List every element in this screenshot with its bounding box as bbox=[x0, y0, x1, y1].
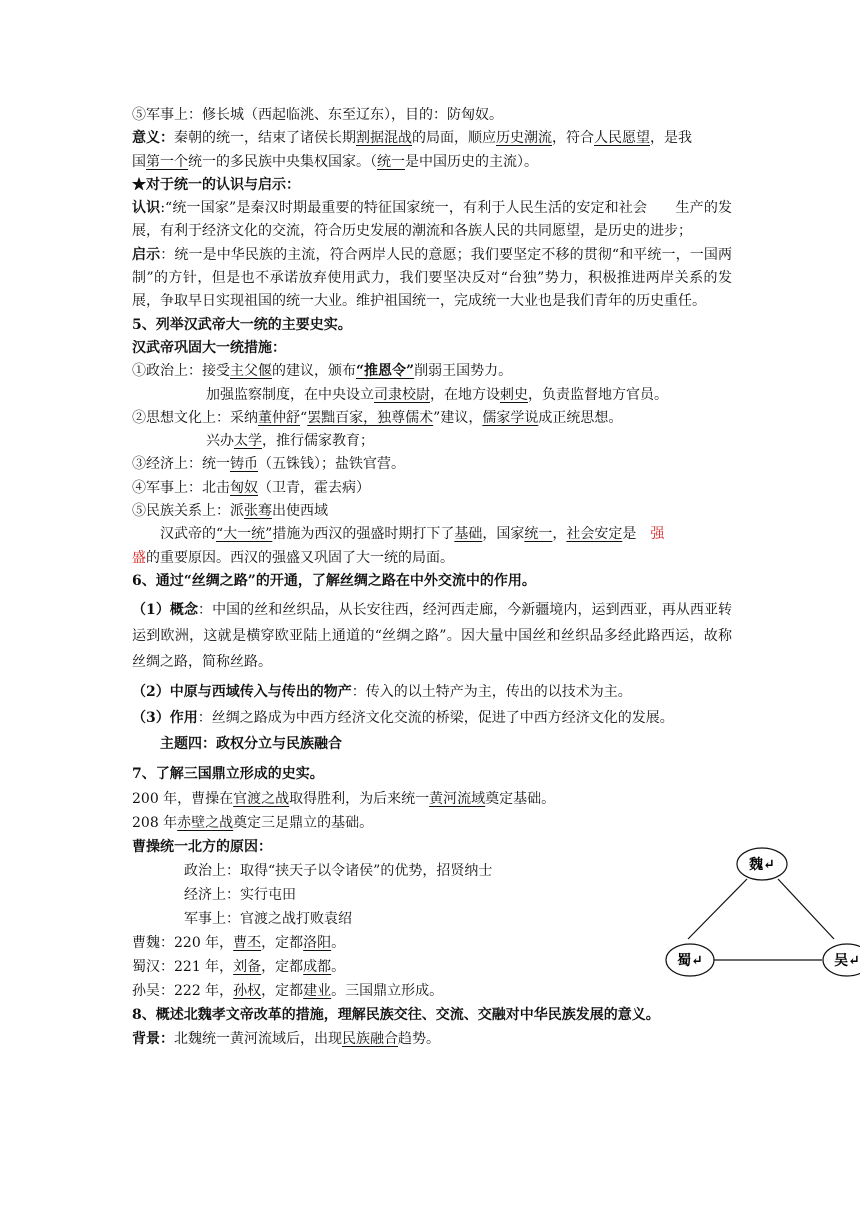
shu-label: 蜀↵ bbox=[677, 953, 703, 969]
sun-wu-line: 孙吴：222 年，孙权，定都建业。三国鼎立形成。 bbox=[132, 983, 444, 1000]
cao-wei-line: 曹魏：220 年，曹丕，定都洛阳。 bbox=[132, 935, 346, 952]
han-military-line: ④军事上：北击匈奴（卫青，霍去病） bbox=[132, 479, 370, 496]
section-6-heading: 6、通过“丝绸之路”的开通，了解丝绸之路在中外交流中的作用。 bbox=[132, 572, 536, 589]
han-political-line: ①政治上：接受主父偃的建议，颁布“推恩令”削弱王国势力。 bbox=[132, 363, 513, 380]
guandu-line: 200 年，曹操在官渡之战取得胜利，为后来统一黄河流域奠定基础。 bbox=[132, 791, 556, 808]
han-thought-line-2: 兴办太学，推行儒家教育； bbox=[206, 433, 374, 450]
qin-significance-line: 意义：秦朝的统一，结束了诸侯长期割据混战的局面，顺应历史潮流，符合人民愿望，是我 bbox=[132, 130, 692, 147]
northern-wei-background-line: 背景：北魏统一黄河流域后，出现民族融合趋势。 bbox=[132, 1031, 440, 1048]
caocao-military-line: 军事上：官渡之战打败袁绍 bbox=[184, 911, 352, 928]
han-summary-line-2: 盛的重要原因。西汉的强盛又巩固了大一统的局面。 bbox=[132, 549, 454, 566]
han-ethnic-line: ⑤民族关系上：派张骞出使西域 bbox=[132, 503, 328, 520]
han-summary-line: 汉武帝的“大一统”措施为西汉的强盛时期打下了基础，国家统一，社会安定是 强 bbox=[160, 526, 665, 543]
wei-wu-edge bbox=[778, 879, 834, 939]
three-kingdoms-diagram bbox=[664, 842, 860, 992]
han-measures-heading: 汉武帝巩固大一统措施： bbox=[132, 339, 286, 356]
caocao-reasons-heading: 曹操统一北方的原因： bbox=[132, 839, 272, 856]
silk-road-concept-paragraph: （1）概念：中国的丝和丝织品，从长安往西，经河西走廊，今新疆境内，运到西亚，再从西亚转运到欧洲，这就是横穿欧亚陆上通道的“丝绸之路”。因大量中国丝和丝织品多经此路西运，故称丝绸之路，简称丝路。 bbox=[132, 602, 732, 671]
wei-label: 魏↵ bbox=[749, 857, 775, 873]
shu-han-line: 蜀汉：221 年，刘备，定都成都。 bbox=[132, 959, 346, 976]
section-8-heading: 8、概述北魏孝文帝改革的措施，理解民族交往、交流、交融对中华民族发展的意义。 bbox=[132, 1007, 660, 1024]
unity-heading: ★对于统一的认识与启示： bbox=[132, 176, 300, 193]
silk-road-products-line: （2）中原与西域传入与传出的物产：传入的以土特产为主，传出的以技术为主。 bbox=[132, 684, 632, 701]
han-economy-line: ③经济上：统一铸币（五铢钱）；盐铁官营。 bbox=[132, 456, 405, 473]
theme-4-heading: 主题四：政权分立与民族融合 bbox=[160, 736, 342, 753]
wei-shu-edge bbox=[688, 879, 747, 939]
section-7-heading: 7、了解三国鼎立形成的史实。 bbox=[132, 766, 324, 783]
document-page bbox=[132, 104, 732, 1051]
silk-road-effect-line: （3）作用：丝绸之路成为中西方经济文化交流的桥梁，促进了中西方经济文化的发展。 bbox=[132, 710, 674, 727]
qin-significance-line-2: 国第一个统一的多民族中央集权国家。（统一是中国历史的主流）。 bbox=[132, 153, 538, 170]
unity-understanding-paragraph: 认识:“统一国家”是秦汉时期最重要的特征国家统一，有利于人民生活的安定和社会 生产的发展，有利于经济文化的交流，符合历史发展的潮流和各族人民的共同愿望，是历史的进步； bbox=[132, 200, 733, 240]
caocao-economy-line: 经济上：实行屯田 bbox=[184, 887, 296, 904]
section-5-heading: 5、列举汉武帝大一统的主要史实。 bbox=[132, 316, 352, 333]
han-thought-line: ②思想文化上：采纳董仲舒“罢黜百家，独尊儒术”建议，儒家学说成正统思想。 bbox=[132, 409, 623, 426]
han-political-line-2: 加强监察制度，在中央设立司隶校尉，在地方设刺史，负责监督地方官员。 bbox=[206, 386, 668, 403]
qin-military-line: ⑤军事上：修长城（西起临洮、东至辽东），目的：防匈奴。 bbox=[132, 107, 503, 123]
caocao-political-line: 政治上：取得“挟天子以令诸侯”的优势，招贤纳士 bbox=[184, 863, 493, 880]
unity-inspiration-paragraph: 启示：统一是中华民族的主流，符合两岸人民的意愿；我们要坚定不移的贯彻“和平统一，一国两制”的方针，但是也不承诺放弃使用武力，我们要坚决反对“台独”势力，积极推进两岸关系的发展，争取早日实现祖国的统一大业。维护祖国统一，完成统一大业也是我们青年的历史重任。 bbox=[132, 246, 733, 310]
wu-label: 吴↵ bbox=[834, 953, 860, 969]
chibi-line: 208 年赤壁之战奠定三足鼎立的基础。 bbox=[132, 815, 374, 832]
